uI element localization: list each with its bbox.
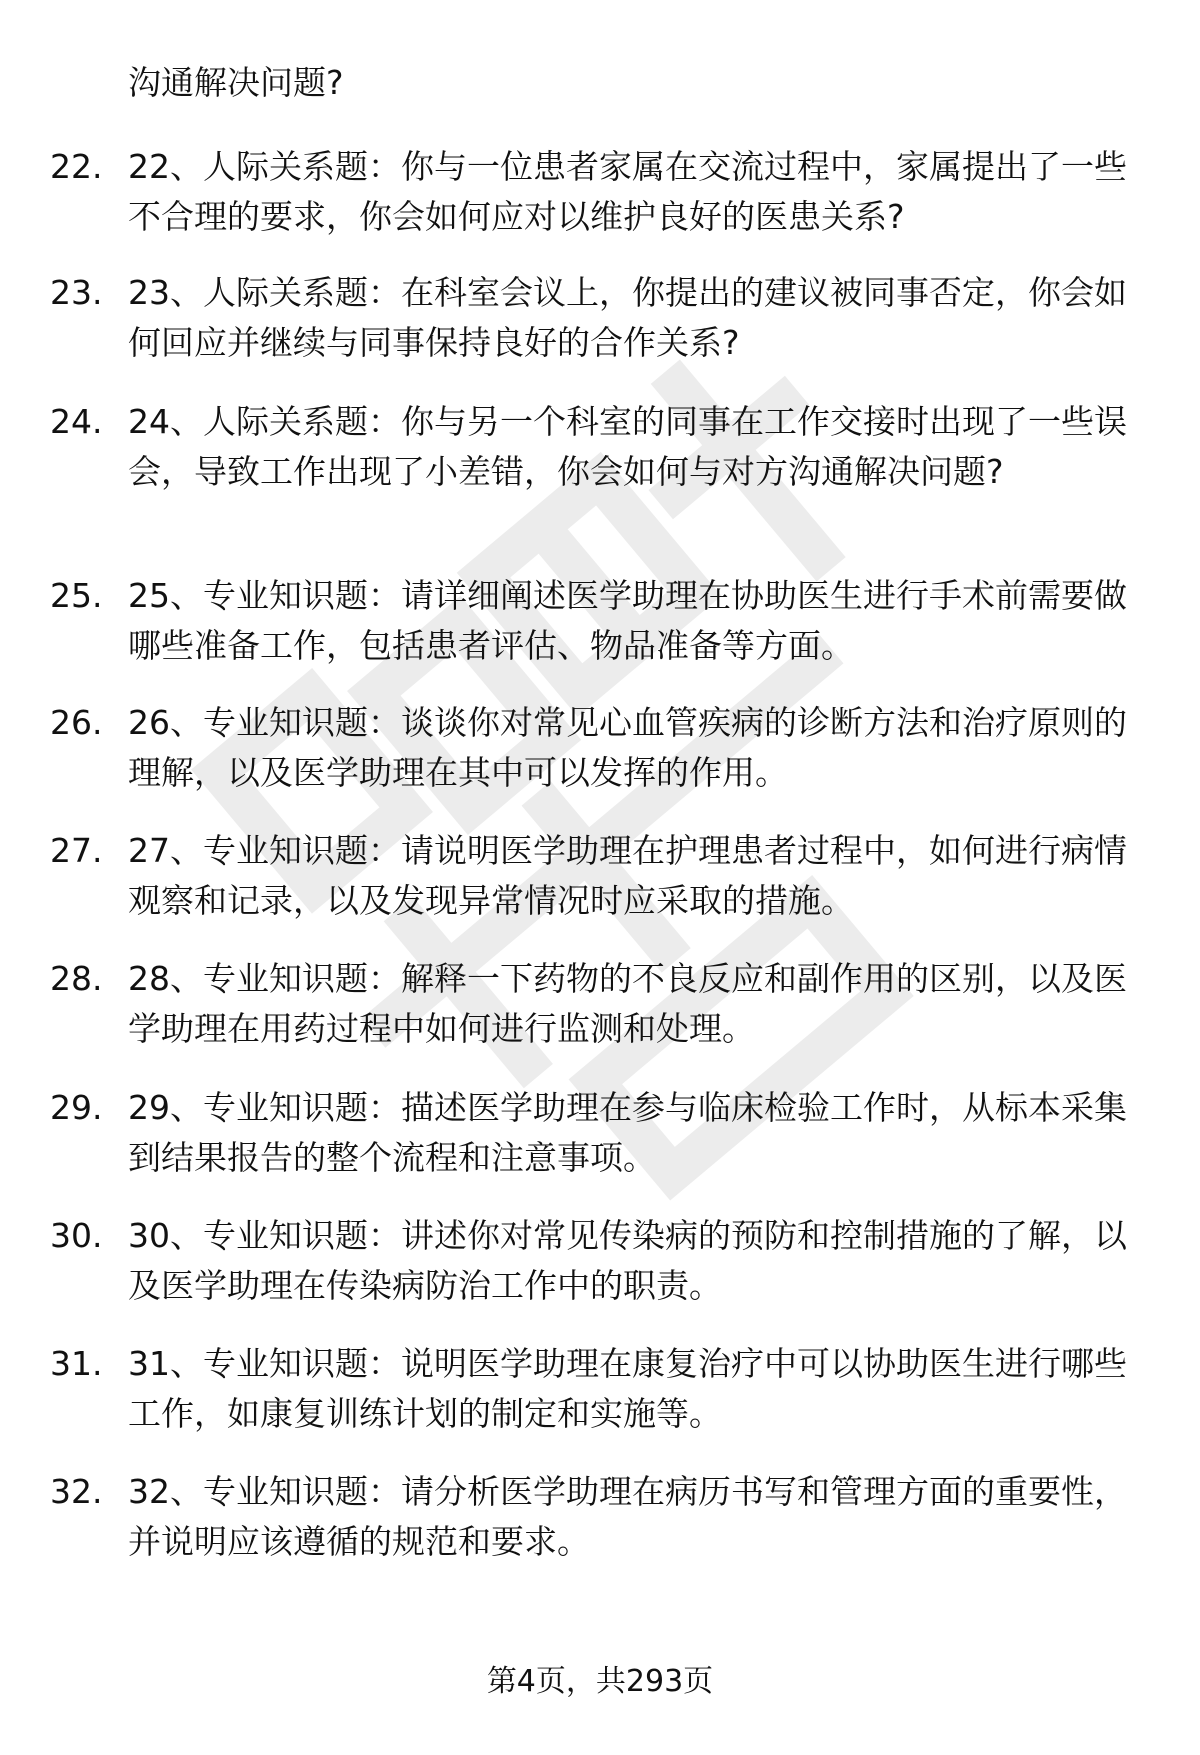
item-text: 26、专业知识题：谈谈你对常见心血管疾病的诊断方法和治疗原则的理解，以及医学助理在其中可以发挥的作用。: [128, 703, 1127, 792]
item-text: 32、专业知识题：请分析医学助理在病历书写和管理方面的重要性，并说明应该遵循的规范和要求。: [128, 1472, 1127, 1561]
item-number: 30.: [50, 1216, 103, 1255]
item-number: 22.: [50, 147, 103, 186]
item-text: 28、专业知识题：解释一下药物的不良反应和副作用的区别，以及医学助理在用药过程中如何进行监测和处理。: [128, 959, 1127, 1048]
item-text: 31、专业知识题：说明医学助理在康复治疗中可以协助医生进行哪些工作，如康复训练计划的制定和实施等。: [128, 1344, 1127, 1433]
item-number: 26.: [50, 703, 103, 742]
item-text: 25、专业知识题：请详细阐述医学助理在协助医生进行手术前需要做哪些准备工作，包括患者评估、物品准备等方面。: [128, 576, 1127, 665]
item-number: 27.: [50, 831, 103, 870]
item-text: 23、人际关系题：在科室会议上，你提出的建议被同事否定，你会如何回应并继续与同事保持良好的合作关系?: [128, 273, 1127, 362]
item-number: 31.: [50, 1344, 103, 1383]
item-text: 24、人际关系题：你与另一个科室的同事在工作交接时出现了一些误会，导致工作出现了小差错，你会如何与对方沟通解决问题?: [128, 402, 1127, 491]
item-number: 32.: [50, 1472, 103, 1511]
item-number: 23.: [50, 273, 103, 312]
item-text: 27、专业知识题：请说明医学助理在护理患者过程中，如何进行病情观察和记录，以及发现异常情况时应采取的措施。: [128, 831, 1127, 920]
page-footer: 第4页，共293页: [486, 1664, 714, 1699]
item-number: 28.: [50, 959, 103, 998]
item-text: 29、专业知识题：描述医学助理在参与临床检验工作时，从标本采集到结果报告的整个流程和注意事项。: [128, 1088, 1127, 1177]
continuation-text: 沟通解决问题?: [128, 63, 344, 102]
item-text: 22、人际关系题：你与一位患者家属在交流过程中，家属提出了一些不合理的要求，你会如何应对以维护良好的医患关系?: [128, 147, 1127, 236]
item-number: 25.: [50, 576, 103, 615]
item-number: 29.: [50, 1088, 103, 1127]
item-text: 30、专业知识题：讲述你对常见传染病的预防和控制措施的了解，以及医学助理在传染病防治工作中的职责。: [128, 1216, 1127, 1305]
item-number: 24.: [50, 402, 103, 441]
